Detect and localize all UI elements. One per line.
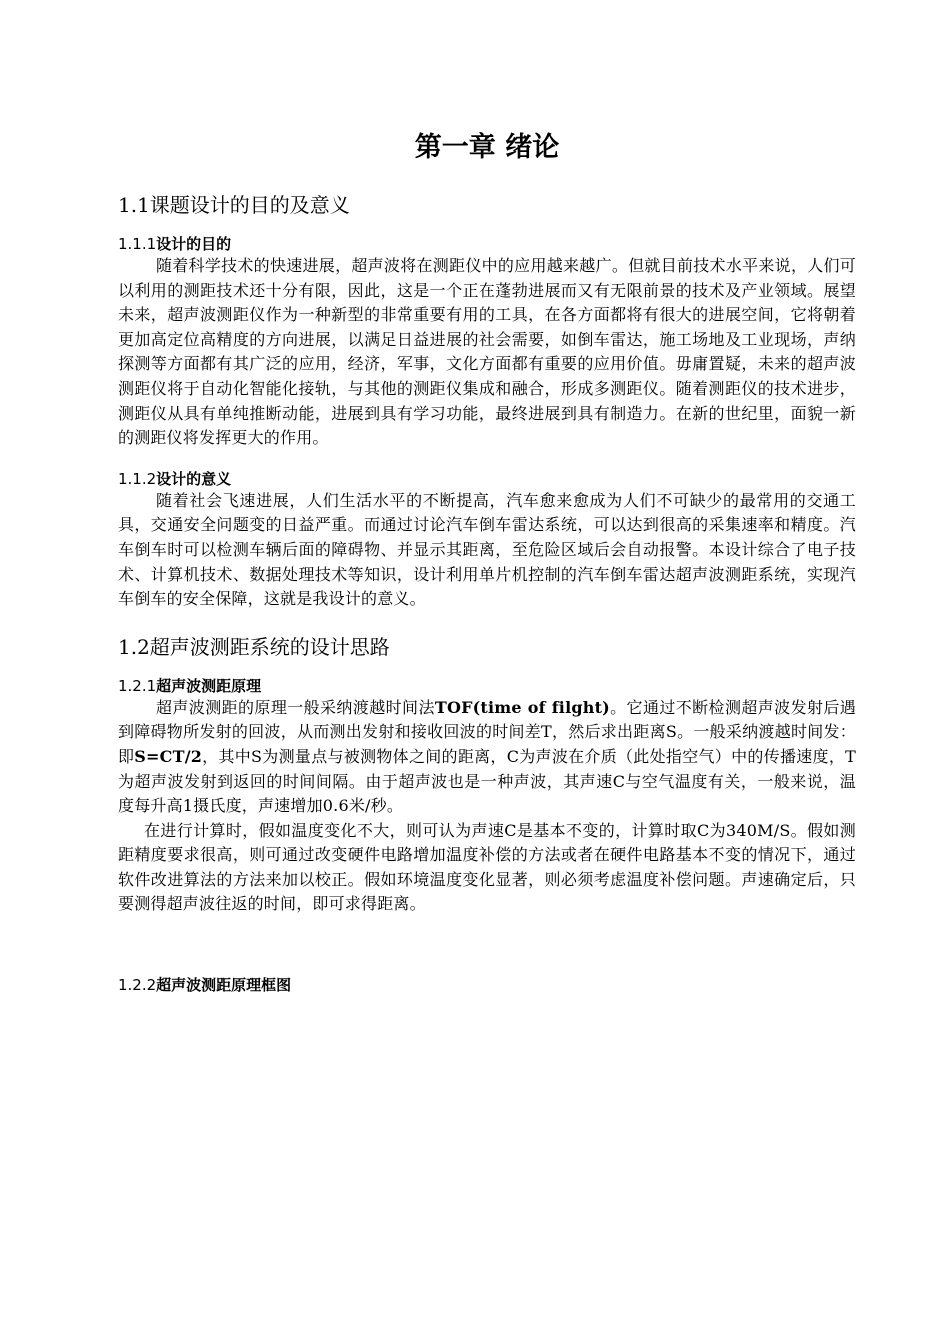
paragraph-design-significance: 随着社会飞速进展，人们生活水平的不断提高，汽车愈来愈成为人们不可缺少的最常用的交通工具，交通安全问题变的日益严重。而通过讨论汽车倒车雷达系统，可以达到很高的采集速率和精度。汽车倒车时可以检测车辆后面的障碍物、并显示其距离，至危险区域后会自动报警。本设计综合了电子技术、计算机技术、数据处理技术等知识，设计利用单片机控制的汽车倒车雷达超声波测距系统，实现汽车倒车的安全保障，这就是我设计的意义。 [118,490,856,609]
subsection-number: 1.2.1 [118,676,157,695]
subsection-heading-1-2-2 [118,975,856,995]
subsection-title: 设计的意义 [156,469,232,488]
section-heading-1-1: 1.1课题设计的目的及意义 [118,193,350,217]
text-run: ，其中S为测量点与被测物体之间的距离，C为声波在介质（此处指空气）中的传播速度，T为超声波发射到返回的时间间隔。由于超声波也是一种声波，其声速C与空气温度有关，一般来说，温度每升高1摄氏度，声速增加0.6米/秒。 [118,746,856,816]
subsection-heading-1-1-1 [118,234,856,254]
paragraph-ranging-principle-1 [118,696,856,819]
subsection-heading-1-1-2 [118,469,856,489]
tof-term: TOF(time of filght) [434,697,610,717]
section-heading-1-2: 1.2超声波测距系统的设计思路 [118,634,390,659]
subsection-number: 1.1.2 [118,469,157,488]
subsection-title: 超声波测距原理框图 [156,976,292,995]
chapter-title: 第一章 绪论 [414,132,560,163]
text-run: 超声波测距的原理一般采纳渡越时间法 [156,697,435,717]
distance-formula: S=CT/2 [134,746,203,766]
subsection-heading-1-2-1 [118,676,856,696]
subsection-number: 1.1.1 [118,235,157,253]
paragraph-design-purpose: 随着科学技术的快速进展，超声波将在测距仪中的应用越来越广。但就目前技术水平来说，人们可以利用的测距技术还十分有限，因此，这是一个正在蓬勃进展而又有无限前景的技术及产业领域。展望未来，超声波测距仪作为一种新型的非常重要有用的工具，在各方面都将有很大的进展空间，它将朝着更加高定位高精度的方向进展，以满足日益进展的社会需要，如倒车雷达，施工场地及工业现场，声纳探测等方面都有其广泛的应用，经济，军事，文化方面都有重要的应用价值。毋庸置疑，未来的超声波测距仪将于自动化智能化接轨，与其他的测距仪集成和融合，形成多测距仪。随着测距仪的技术进步，测距仪从具有单纯推断动能，进展到具有学习功能，最终进展到具有制造力。在新的世纪里，面貌一新的测距仪将发挥更大的作用。 [118,256,856,448]
subsection-title: 超声波测距原理 [156,676,262,695]
paragraph-ranging-principle-2: 在进行计算时，假如温度变化不大，则可认为声速C是基本不变的，计算时取C为340M/S。假如测距精度要求很高，则可通过改变硬件电路增加温度补偿的方法或者在硬件电路基本不变的情况下，通过软件改进算法的方法来加以校正。假如环境温度变化显著，则必须考虑温度补偿问题。声速确定后，只要测得超声波往返的时间，即可求得距离。 [118,820,856,914]
subsection-title: 设计的目的 [156,235,232,253]
text-run: 。它通过不断检测超声波发射后遇到障碍物所发射的回波，从而测出发射和接收回波的时间差T，然后求出距离S。一般采纳渡越时间发：即 [118,697,856,766]
subsection-number: 1.2.2 [118,976,157,995]
document-body [118,190,856,995]
